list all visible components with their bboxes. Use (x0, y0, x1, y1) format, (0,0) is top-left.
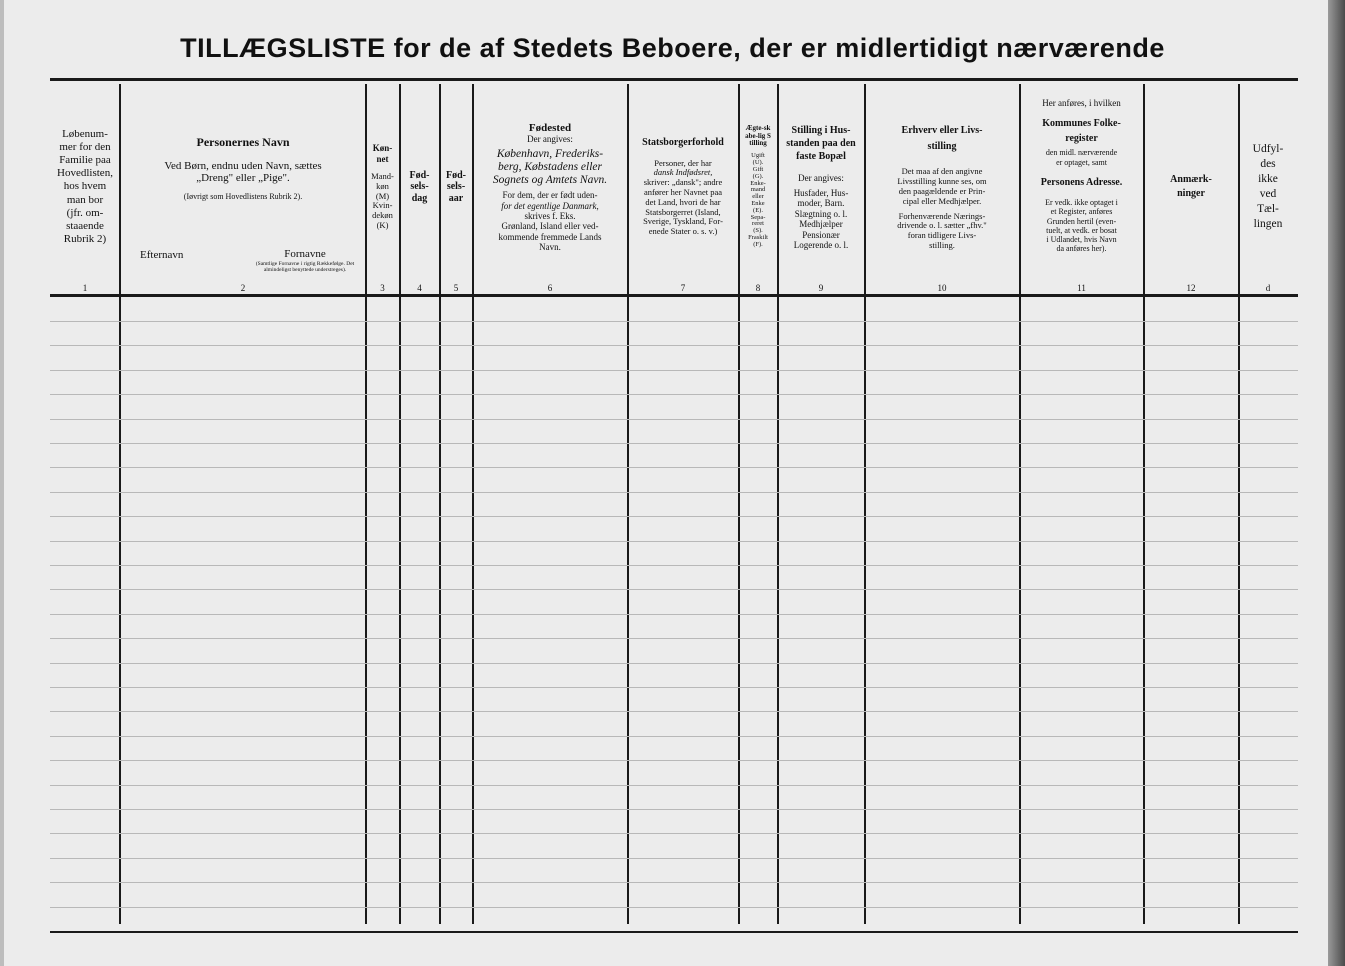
column-header-line: „Dreng" eller „Pige". (196, 172, 290, 185)
column-header-line: enede Stater o. s. v.) (648, 226, 718, 237)
column-header-11 (1021, 92, 1142, 282)
column-header-line: Livsstilling kunne ses, om (897, 176, 987, 187)
column-header-line: (M) (375, 190, 390, 201)
column-header-line: dekøn (372, 210, 393, 221)
column-header-line: Enke- (750, 179, 766, 187)
column-header-line: skriver: „dansk"; andre (643, 177, 723, 188)
column-header-line: stilling. (929, 239, 955, 250)
column-header-line: Der angives: (798, 172, 844, 183)
column-heading: Køn-net (372, 143, 393, 164)
column-header-d (1240, 92, 1296, 282)
column-header-line: (U). (752, 159, 764, 167)
row-rule (50, 321, 1298, 322)
column-header-line: Der angives: (527, 134, 573, 145)
column-header-line: Grunden hertil (even- (1046, 216, 1117, 226)
column-heading: Fødested (528, 121, 572, 134)
column-header-line: dansk Indfødsret, (653, 167, 713, 178)
column-header-line: Rubrik 2) (63, 233, 107, 246)
column-header-line: kommende fremmede Lands (498, 231, 602, 242)
column-number: 5 (453, 283, 459, 293)
column-header-line: man bor (66, 193, 104, 206)
column-number: 4 (417, 283, 422, 293)
column-number: 9 (818, 283, 824, 293)
row-rule (50, 711, 1298, 712)
column-header-line: Medhjælper (799, 219, 843, 230)
column-header-line: i Udlandet, hvis Navn (1046, 234, 1117, 244)
row-rule (50, 419, 1298, 420)
column-header-line: moder, Barn. (797, 198, 845, 209)
row-rule (50, 370, 1298, 371)
column-heading: Anmærk-ninger (1170, 174, 1212, 199)
row-rule (50, 858, 1298, 859)
subheading-surname: Efternavn (140, 249, 184, 261)
column-header-8 (740, 92, 776, 282)
column-header-line: Logerende o. l. (793, 239, 849, 250)
column-header-line: Statsborgerret (Island, (645, 206, 721, 217)
column-header-line: (G). (752, 172, 764, 180)
subheading-first-names: Fornavne (284, 248, 326, 260)
column-header-line: Ugift (751, 152, 765, 160)
column-header-line: Hovedlisten, (57, 167, 113, 180)
row-rule (50, 541, 1298, 542)
row-rule (50, 394, 1298, 395)
column-header-line: For dem, der er født uden- (502, 190, 598, 201)
column-header-line: Sverige, Tyskland, For- (643, 216, 723, 227)
row-rule (50, 760, 1298, 761)
column-heading: Erhverv eller Livs-stilling (901, 125, 983, 153)
column-header-line: des (1260, 158, 1276, 171)
column-number: 8 (755, 283, 761, 293)
column-header-line: Udfyl- (1252, 143, 1284, 156)
form-title-rest: for de af Stedets Beboere, der er midlertidigt nærværende (385, 33, 1165, 63)
row-rule (50, 736, 1298, 737)
column-number: 2 (240, 283, 246, 293)
column-header-line: den midl. nærværende (1045, 148, 1118, 158)
column-header-1 (52, 92, 118, 282)
column-header-line: Mand- (371, 171, 394, 182)
column-header-line: hos hvem (63, 180, 107, 193)
column-header-line: ved (1259, 188, 1277, 200)
row-rule (50, 663, 1298, 664)
column-heading: Statsborgerforhold (642, 137, 724, 149)
column-number: 10 (937, 283, 947, 293)
column-header-line: Fraskilt (748, 234, 768, 242)
column-header-line: reret (752, 220, 764, 228)
column-header-line: tuelt, at vedk. er bosat (1046, 225, 1117, 235)
column-header-line: lingen (1253, 217, 1283, 230)
column-header-line: skrives f. Eks. (524, 210, 576, 221)
column-header-line: berg, Købstadens eller (497, 160, 603, 173)
column-header-7 (629, 92, 737, 282)
column-header-line: ikke (1258, 173, 1278, 186)
column-header-line: Det maa af den angivne (901, 166, 983, 177)
column-header-line: Husfader, Hus- (793, 188, 849, 199)
column-heading: Fød-sels-dag (409, 169, 430, 204)
header-top-rule (50, 78, 1298, 81)
column-header-line: Løbenum- (62, 127, 108, 140)
column-header-line: eller (752, 193, 764, 201)
column-header-line: er optaget, samt (1056, 157, 1107, 167)
column-number: 12 (1186, 283, 1196, 293)
column-number: 3 (380, 283, 385, 293)
column-header-5 (441, 92, 471, 282)
row-rule (50, 516, 1298, 517)
column-number: 7 (680, 283, 686, 293)
row-rule (50, 638, 1298, 639)
column-header-line: det Land, hvori de har (645, 196, 721, 207)
column-header-4 (401, 92, 438, 282)
scan-right-edge (1328, 0, 1345, 966)
column-header-line: Tæl- (1257, 202, 1279, 215)
table-bottom-rule (50, 931, 1298, 933)
column-header-line: Pensionær (802, 229, 840, 240)
column-heading: Personernes Navn (196, 135, 290, 149)
column-header-line: mand (750, 186, 766, 194)
row-rule (50, 687, 1298, 688)
column-header-line: (F). (753, 240, 763, 248)
column-header-line: Ved Børn, endnu uden Navn, sættes (164, 159, 322, 172)
column-header-line: Sepa- (750, 213, 766, 221)
row-rule (50, 833, 1298, 834)
column-header-line: (S). (753, 227, 763, 235)
column-header-line: Her anføres, i hvilken (1042, 98, 1121, 108)
column-heading: Fød-sels-aar (446, 169, 466, 204)
column-header-line: for det egentlige Danmark, (501, 200, 599, 211)
column-heading: Ægte-skabe-lig Stilling (745, 124, 771, 147)
column-header-9 (779, 92, 863, 282)
column-number: 11 (1077, 283, 1086, 293)
column-header-line: (Iøvrigt som Hovedlistens Rubrik 2). (183, 192, 303, 202)
column-header-line: den paagældende er Prin- (898, 185, 986, 196)
row-rule (50, 443, 1298, 444)
column-header-line: Enke (751, 200, 765, 208)
row-rule (50, 785, 1298, 786)
column-header-line: foran tidligere Livs- (907, 230, 977, 241)
column-header-line: drivende o. l. sætter „fhv." (897, 220, 987, 231)
row-rule (50, 589, 1298, 590)
column-header-line: køn (376, 180, 389, 191)
column-header-line: (E). (753, 206, 763, 214)
column-header-line: Personer, der har (654, 157, 712, 168)
column-header-line: Sognets og Amtets Navn. (492, 174, 608, 187)
column-header-line: et Register, anføres (1050, 207, 1113, 217)
column-header-line: Er vedk. ikke optaget i (1045, 198, 1118, 208)
column-heading: Personens Adresse. (1040, 176, 1123, 188)
row-rule (50, 565, 1298, 566)
column-header-line: cipal eller Medhjælper. (902, 195, 982, 206)
column-header-10 (866, 92, 1018, 282)
row-rule (50, 492, 1298, 493)
row-rule (50, 345, 1298, 346)
column-header-line: da anføres her). (1056, 244, 1107, 254)
row-rule (50, 809, 1298, 810)
column-heading: Stilling i Hus-standen paa den faste Bopæl (786, 124, 856, 162)
column-header-line: Navn. (539, 242, 561, 252)
column-header-line: Gift (752, 165, 764, 173)
column-heading: Kommunes Folke-register (1042, 118, 1121, 145)
column-header-12 (1145, 92, 1237, 282)
column-header-line: (jfr. om- (66, 206, 104, 219)
column-number: d (1265, 283, 1271, 293)
column-number: 1 (82, 283, 88, 293)
column-header-line: anfører her Navnet paa (643, 186, 723, 197)
row-rule (50, 882, 1298, 883)
row-rule (50, 467, 1298, 468)
column-header-line: mer for den (59, 140, 111, 153)
column-header-3 (367, 92, 398, 282)
scan-left-edge (0, 0, 4, 966)
column-number: 6 (547, 283, 553, 293)
form-title (0, 33, 1345, 64)
column-header-line: (K) (376, 219, 389, 230)
row-rule (50, 907, 1298, 908)
header-bottom-rule (50, 294, 1298, 297)
column-header-line: Slægtning o. l. (794, 208, 848, 219)
column-header-6 (474, 92, 626, 282)
column-header-line: Kvin- (372, 200, 393, 211)
column-header-line: Familie paa (59, 154, 111, 167)
column-divider (119, 84, 121, 924)
row-rule (50, 614, 1298, 615)
column-header-line: Grønland, Island eller ved- (501, 221, 599, 232)
form-title-main: TILLÆGSLISTE (180, 33, 386, 63)
column-header-line: staaende (66, 219, 104, 232)
column-header-line: Forhenværende Nærings- (898, 210, 986, 221)
column-header-line: København, Frederiks- (496, 147, 604, 160)
first-names-note: (Samtlige Fornavne i rigtig Rækkefølge. Det almindeligst benyttede understreges). (255, 261, 355, 274)
